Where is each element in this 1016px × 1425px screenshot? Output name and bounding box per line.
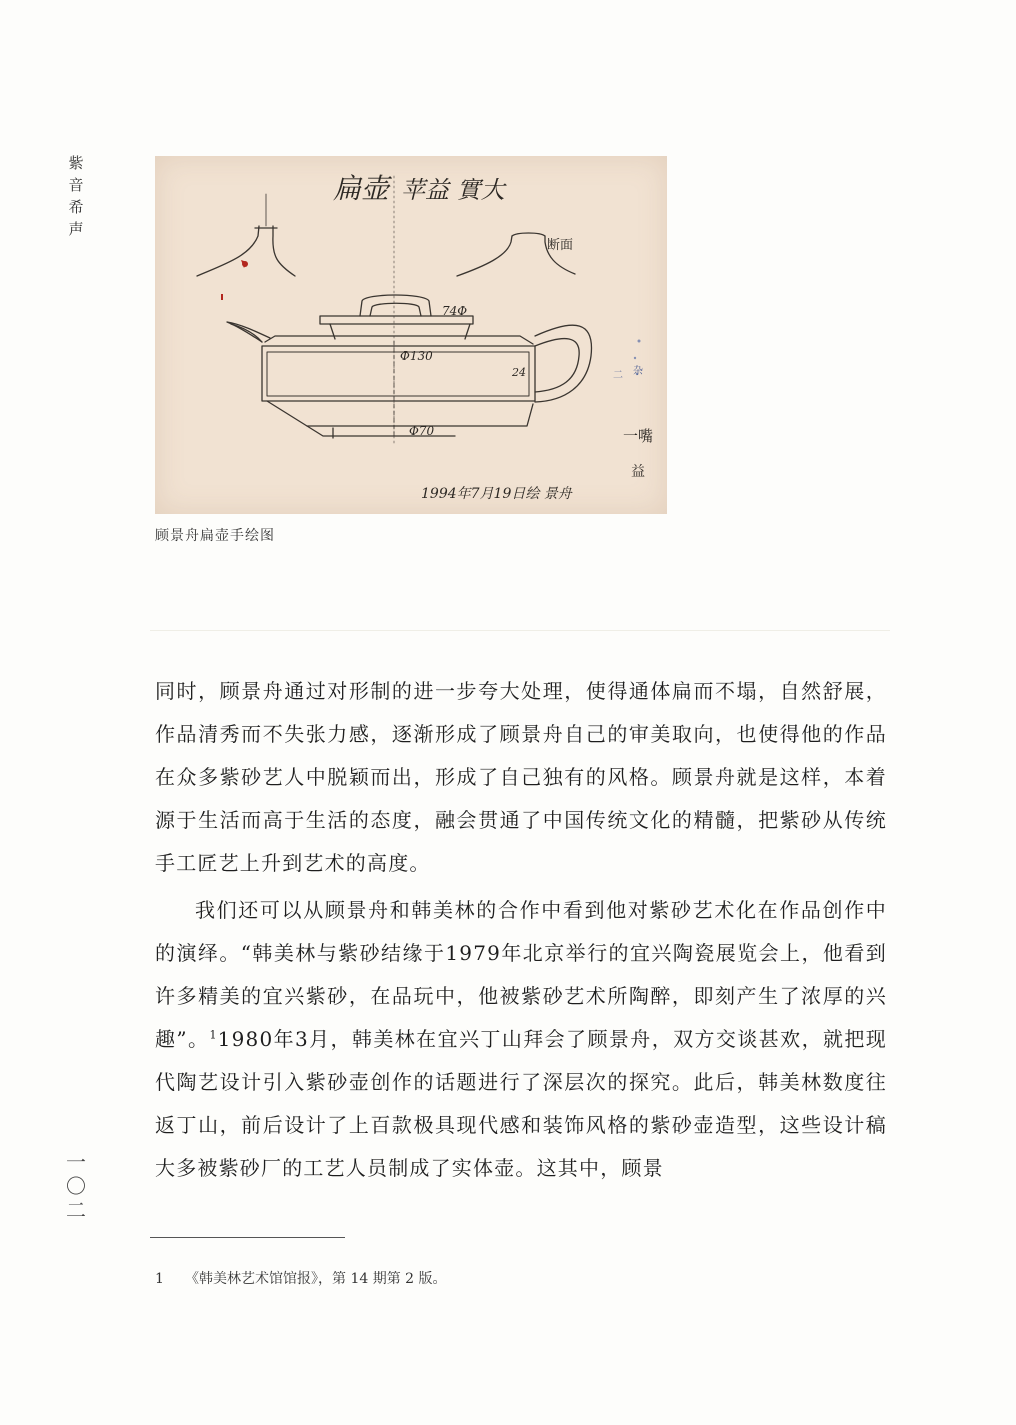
figure-caption: 顾景舟扁壶手绘图	[155, 528, 275, 544]
footnote-number: 1	[155, 1271, 164, 1287]
paragraph-2-text: 我们还可以从顾景舟和韩美林的合作中看到他对紫砂艺术化在作品创作中的演绎。“韩美林与紫砂结缘于1979年北京举行的宜兴陶瓷展览会上，他看到许多精美的宜兴紫砂，在品玩中，他被紫砂艺术所陶醉，即刻产生了浓厚的兴趣”。	[155, 898, 887, 1051]
footnote-marker[interactable]: 1	[209, 1028, 218, 1042]
section-label: 断面	[547, 238, 574, 253]
dimension-base: Φ70	[409, 424, 435, 438]
body-text	[155, 670, 887, 1190]
sketch-title: 扁壶	[333, 172, 390, 205]
footnote	[155, 1268, 447, 1288]
date-signature: 1994年7月19日绘 景舟	[421, 486, 572, 502]
side-note-1: 杂	[633, 366, 643, 377]
dimension-height: 24	[512, 366, 526, 379]
paragraph-2	[155, 889, 887, 1190]
dimension-body: Φ130	[400, 349, 433, 363]
teapot-sketch-figure	[155, 156, 667, 514]
footnote-text: 《韩美林艺术馆馆报》，第 14 期第 2 版。	[185, 1271, 447, 1287]
teapot-sketch-drawing	[155, 156, 667, 514]
section-divider	[150, 630, 890, 631]
sketch-title-b: 苹益 實大	[401, 176, 505, 204]
dimension-lid: 74Φ	[442, 304, 468, 318]
running-title: 紫音希声	[68, 154, 84, 238]
page-number: 一〇二	[66, 1150, 86, 1222]
footnote-divider	[150, 1237, 345, 1238]
side-note-3: 一嘴	[623, 427, 654, 445]
side-note-4: 益	[631, 464, 645, 480]
paragraph-2-continued: 1980年3月，韩美林在宜兴丁山拜会了顾景舟，双方交谈甚欢，就把现代陶艺设计引入紫砂壶创作的话题进行了深层次的探究。此后，韩美林数度往返丁山，前后设计了上百款极具现代感和装饰风格的紫砂壶造型，这些设计稿大多被紫砂厂的工艺人员制成了实体壶。这其中，顾景	[155, 1027, 887, 1180]
paragraph-1: 同时，顾景舟通过对形制的进一步夸大处理，使得通体扁而不塌，自然舒展，作品清秀而不失张力感，逐渐形成了顾景舟自己的审美取向，也使得他的作品在众多紫砂艺人中脱颖而出，形成了自己独有的风格。顾景舟就是这样，本着源于生活而高于生活的态度，融会贯通了中国传统文化的精髓，把紫砂从传统手工匠艺上升到艺术的高度。	[155, 679, 887, 875]
side-note-2: 二	[613, 370, 623, 381]
